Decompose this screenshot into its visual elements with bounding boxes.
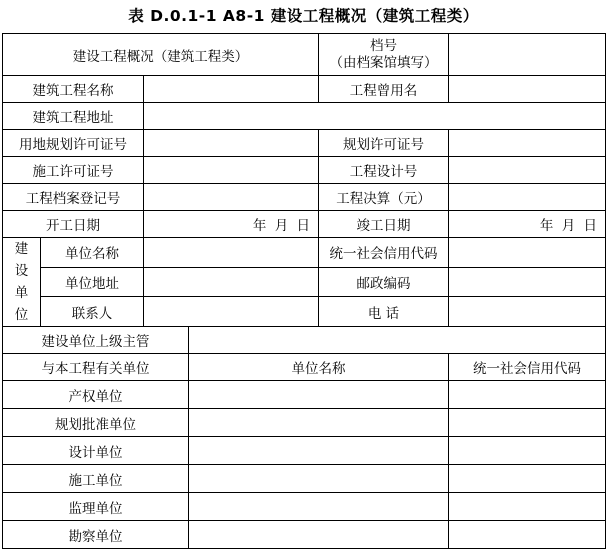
- related-unit-label: 规划批准单位: [3, 409, 189, 437]
- phone-field[interactable]: [449, 297, 606, 327]
- related-unit-name-field[interactable]: [189, 381, 449, 409]
- related-unit-code-field[interactable]: [449, 521, 606, 549]
- final-account-label: 工程决算（元）: [319, 184, 449, 211]
- archive-reg-field[interactable]: [144, 184, 319, 211]
- builder-credit-code-label: 统一社会信用代码: [319, 238, 449, 268]
- construct-permit-label: 施工许可证号: [3, 157, 144, 184]
- related-unit-name-field[interactable]: [189, 437, 449, 465]
- builder-address-label: 单位地址: [41, 267, 144, 297]
- builder-unit-name-label: 单位名称: [41, 238, 144, 268]
- land-permit-field[interactable]: [144, 130, 319, 157]
- archive-reg-label: 工程档案登记号: [3, 184, 144, 211]
- related-unit-code-field[interactable]: [449, 409, 606, 437]
- related-unit-name-field[interactable]: [189, 409, 449, 437]
- plan-permit-field[interactable]: [449, 130, 606, 157]
- project-name-label: 建筑工程名称: [3, 76, 144, 103]
- completion-date-label: 竣工日期: [319, 211, 449, 238]
- construct-permit-field[interactable]: [144, 157, 319, 184]
- contact-field[interactable]: [144, 297, 319, 327]
- related-unit-name-field[interactable]: [189, 493, 449, 521]
- former-name-field[interactable]: [449, 76, 606, 103]
- postcode-label: 邮政编码: [319, 267, 449, 297]
- design-no-field[interactable]: [449, 157, 606, 184]
- phone-label: 电 话: [319, 297, 449, 327]
- related-units-header: 与本工程有关单位: [3, 354, 189, 381]
- archive-no-label: 档号 （由档案馆填写）: [319, 34, 449, 76]
- final-account-field[interactable]: [449, 184, 606, 211]
- related-unit-label: 产权单位: [3, 381, 189, 409]
- related-unit-label: 施工单位: [3, 465, 189, 493]
- land-permit-label: 用地规划许可证号: [3, 130, 144, 157]
- postcode-field[interactable]: [449, 267, 606, 297]
- builder-unit-name-field[interactable]: [144, 238, 319, 268]
- project-name-field[interactable]: [144, 76, 319, 103]
- contact-label: 联系人: [41, 297, 144, 327]
- form-title: 表 D.0.1-1 A8-1 建设工程概况（建筑工程类）: [128, 7, 479, 25]
- design-no-label: 工程设计号: [319, 157, 449, 184]
- start-date-label: 开工日期: [3, 211, 144, 238]
- builder-address-field[interactable]: [144, 267, 319, 297]
- related-unit-code-field[interactable]: [449, 465, 606, 493]
- project-address-field[interactable]: [144, 103, 606, 130]
- start-date-field[interactable]: 年 月 日: [144, 211, 319, 238]
- archive-no-field[interactable]: [449, 34, 606, 76]
- related-unit-name-field[interactable]: [189, 465, 449, 493]
- related-unit-code-field[interactable]: [449, 381, 606, 409]
- related-unit-name-field[interactable]: [189, 521, 449, 549]
- related-unit-code-field[interactable]: [449, 437, 606, 465]
- builder-superior-label: 建设单位上级主管: [3, 327, 189, 354]
- builder-group-label: 建 设 单 位: [3, 238, 41, 327]
- builder-credit-code-field[interactable]: [449, 238, 606, 268]
- related-name-header: 单位名称: [189, 354, 449, 381]
- overview-header: 建设工程概况（建筑工程类）: [3, 34, 319, 76]
- related-unit-label: 监理单位: [3, 493, 189, 521]
- project-address-label: 建筑工程地址: [3, 103, 144, 130]
- related-unit-code-field[interactable]: [449, 493, 606, 521]
- completion-date-field[interactable]: 年 月 日: [449, 211, 606, 238]
- related-unit-label: 勘察单位: [3, 521, 189, 549]
- plan-permit-label: 规划许可证号: [319, 130, 449, 157]
- former-name-label: 工程曾用名: [319, 76, 449, 103]
- related-unit-label: 设计单位: [3, 437, 189, 465]
- builder-superior-field[interactable]: [189, 327, 606, 354]
- related-code-header: 统一社会信用代码: [449, 354, 606, 381]
- project-overview-form: [2, 33, 606, 549]
